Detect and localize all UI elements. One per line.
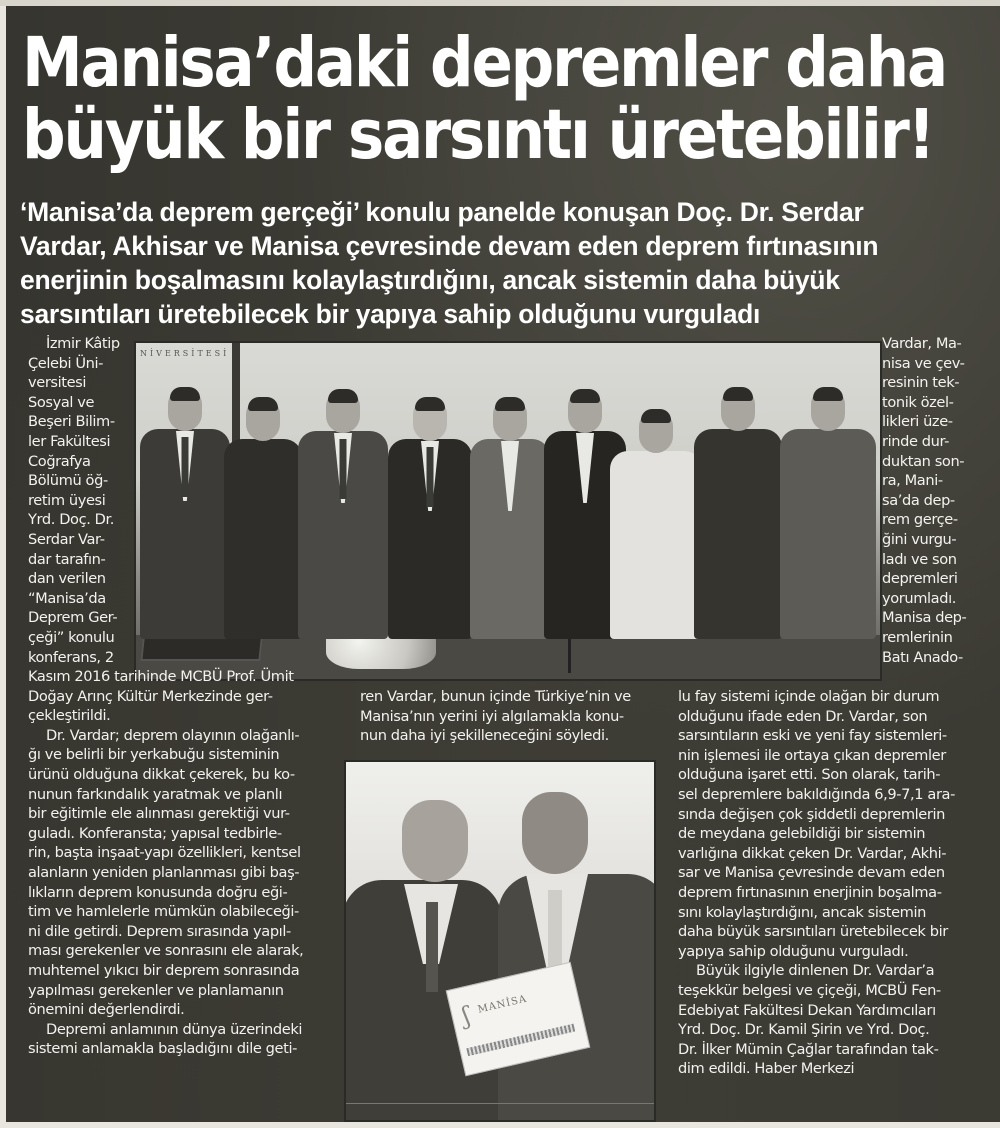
university-sign-text: NİVERSİTESİ xyxy=(140,349,230,358)
text-line: ren Vardar, bunun içinde Türkiye’nin ve xyxy=(360,688,631,705)
text-line: çeği” konulu xyxy=(28,628,115,646)
article-column-left-wide xyxy=(28,667,303,1059)
person xyxy=(694,389,782,639)
headline-line-2: büyük bir sarsıntı üretebilir! xyxy=(22,95,934,175)
text-line: Büyük ilgiyle dinlenen Dr. Vardar’a xyxy=(696,962,935,980)
text-line: Kasım 2016 tarihinde MCBÜ Prof. Ümit xyxy=(28,668,294,685)
text-line: dar tarafın- xyxy=(28,550,106,568)
text-line: depremleri xyxy=(882,570,958,588)
text-line: yorumladı. xyxy=(882,589,956,607)
text-line: rem gerçe- xyxy=(882,511,958,529)
text-line: konferans, 2 xyxy=(28,648,114,666)
article-column-middle xyxy=(360,687,631,746)
text-line: önemini değerlendirdi. xyxy=(28,1001,185,1019)
text-line: rin, başta inşaat-yapı özellikleri, kentsel xyxy=(28,844,301,862)
text-line: teşekkür belgesi ve çiçeği, MCBÜ Fen- xyxy=(678,981,941,999)
text-line: ra, Mani- xyxy=(882,472,943,490)
text-line: ürünü olduğuna dikkat çekerek, bu ko- xyxy=(28,765,295,783)
text-line: Edebiyat Fakültesi Dekan Yardımcıları xyxy=(678,1001,936,1019)
text-line: İzmir Kâtip xyxy=(46,335,120,352)
article-column-right-narrow xyxy=(882,334,966,667)
text-line: olduğuna işaret etti. Son olarak, tarih- xyxy=(678,766,941,784)
person xyxy=(470,399,550,639)
text-line: Çelebi Üni- xyxy=(28,354,104,372)
text-line: versitesi xyxy=(28,374,87,392)
text-line: sa’da dep- xyxy=(882,491,955,509)
text-line: sistemi anlamakla başladığını dile geti- xyxy=(28,1040,297,1058)
text-line: nin işlemesi ile ortaya çıkan depremler xyxy=(678,746,946,764)
text-line: Dr. Vardar; deprem olayının olağanlı- xyxy=(46,726,300,744)
headline-line-1: Manisa’daki depremler daha xyxy=(22,23,946,104)
text-line: tonik özel- xyxy=(882,393,954,411)
person xyxy=(610,411,702,639)
manisa-logo-icon: ʃ xyxy=(459,1001,473,1030)
text-line: çekleştirildi. xyxy=(28,707,111,725)
text-line: olduğunu ifade eden Dr. Vardar, son xyxy=(678,707,928,725)
text-line: Vardar, Ma- xyxy=(882,335,962,352)
text-line: ması gerekenler ve sonrasını ele alarak, xyxy=(28,942,304,960)
paper-edge-bottom xyxy=(0,1122,1000,1128)
text-line: yapıya sahip olduğunu vurguladı. xyxy=(678,942,909,960)
text-line: Dr. İlker Mümin Çağlar tarafından tak- xyxy=(678,1040,939,1058)
person xyxy=(388,399,472,639)
text-line: ler Fakültesi xyxy=(28,432,111,450)
text-line: ladı ve son xyxy=(882,550,957,568)
article-column-left-narrow xyxy=(28,334,120,667)
text-line: nun daha iyi şekilleneceğini söyledi. xyxy=(360,727,609,745)
article-column-right-wide xyxy=(678,687,955,1079)
text-line: Coğrafya xyxy=(28,452,91,470)
text-line: Manisa’nın yerini iyi algılamakla konu- xyxy=(360,707,624,725)
text-line: sında değişen çok şiddetli depremlerin xyxy=(678,805,945,823)
newspaper-clipping xyxy=(6,6,1000,1122)
headline xyxy=(22,23,992,175)
text-line: ni dile getirdi. Deprem sırasında yapıl- xyxy=(28,922,291,940)
subheadline xyxy=(20,195,995,331)
certificate-photo xyxy=(344,760,656,1122)
text-line: sar ve Manisa çevresinde devam eden xyxy=(678,864,945,882)
text-line: bir eğitimle ele alınması gerektiği vur- xyxy=(28,805,290,823)
text-line: Batı Anado- xyxy=(882,648,963,666)
text-line: duktan son- xyxy=(882,452,965,470)
text-line: Serdar Var- xyxy=(28,530,105,548)
text-line: yapılması gerekenler ve planlamanın xyxy=(28,981,284,999)
text-line: sarsıntıların eski ve yeni fay sistemleri- xyxy=(678,727,947,745)
text-line: ğini vurgu- xyxy=(882,530,957,548)
deck-line: enerjinin boşalmasını kolaylaştırdığını, ancak sistemin daha büyük xyxy=(20,265,840,295)
person xyxy=(140,389,230,639)
photo-rule xyxy=(346,1103,654,1104)
text-line: Manisa dep- xyxy=(882,609,967,627)
text-line: deprem fırtınasının enerjinin boşalma- xyxy=(678,883,942,901)
text-line: daha büyük sarsıntıları üretebilecek bir xyxy=(678,923,948,941)
text-line: Deprem Ger- xyxy=(28,609,118,627)
person xyxy=(224,399,302,639)
text-line: Sosyal ve xyxy=(28,393,95,411)
person xyxy=(298,391,388,639)
certificate-pattern xyxy=(466,1024,575,1057)
text-line: dim edildi. Haber Merkezi xyxy=(678,1060,855,1078)
text-line: likleri üze- xyxy=(882,413,953,431)
text-line: retim üyesi xyxy=(28,491,106,509)
person xyxy=(780,389,876,639)
text-line: guladı. Konferansta; yapısal tedbirle- xyxy=(28,824,282,842)
text-line: sını kolaylaştırdığını, ancak sistemin xyxy=(678,903,926,921)
text-line: varlığına dikkat çeken Dr. Vardar, Akhi- xyxy=(678,844,947,862)
microphone xyxy=(568,633,571,673)
text-line: sel depremlere bakıldığında 6,9-7,1 ara- xyxy=(678,785,955,803)
certificate-logo-text: MANİSA xyxy=(476,993,529,1016)
text-line: tim ve hamlelerle mümkün olabileceği- xyxy=(28,903,299,921)
deck-line: ‘Manisa’da deprem gerçeği’ konulu panelde konuşan Doç. Dr. Serdar xyxy=(20,197,864,227)
text-line: Yrd. Doç. Dr. xyxy=(28,511,115,529)
text-line: muhtemel yıkıcı bir deprem sonrasında xyxy=(28,961,300,979)
text-line: Depremi anlamının dünya üzerindeki xyxy=(46,1020,303,1038)
group-photo xyxy=(134,341,882,681)
text-line: resinin tek- xyxy=(882,374,960,392)
text-line: Yrd. Doç. Dr. Kamil Şirin ve Yrd. Doç. xyxy=(678,1021,930,1039)
text-line: alanların yeniden planlanması gibi baş- xyxy=(28,863,300,881)
text-line: Doğay Arınç Kültür Merkezinde ger- xyxy=(28,687,273,705)
text-line: nunun farkındalık yaratmak ve planlı xyxy=(28,785,283,803)
text-line: nisa ve çev- xyxy=(882,354,965,372)
deck-line: Vardar, Akhisar ve Manisa çevresinde devam eden deprem fırtınasının xyxy=(20,231,879,261)
text-line: lu fay sistemi içinde olağan bir durum xyxy=(678,688,940,705)
deck-line: sarsıntıları üretebilecek bir yapıya sahip olduğunu vurguladı xyxy=(20,299,761,329)
text-line: Bölümü öğ- xyxy=(28,472,108,490)
text-line: dan verilen xyxy=(28,570,106,588)
text-line: de meydana gelebildiği bir sistemin xyxy=(678,825,926,843)
text-line: rinde dur- xyxy=(882,432,950,450)
text-line: lıkların deprem konusunda doğru eği- xyxy=(28,883,288,901)
text-line: remlerinin xyxy=(882,628,953,646)
text-line: “Manisa’da xyxy=(28,589,106,607)
text-line: Beşeri Bilim- xyxy=(28,413,115,431)
text-line: ğı ve belirli bir yerkabuğu sisteminin xyxy=(28,746,280,764)
